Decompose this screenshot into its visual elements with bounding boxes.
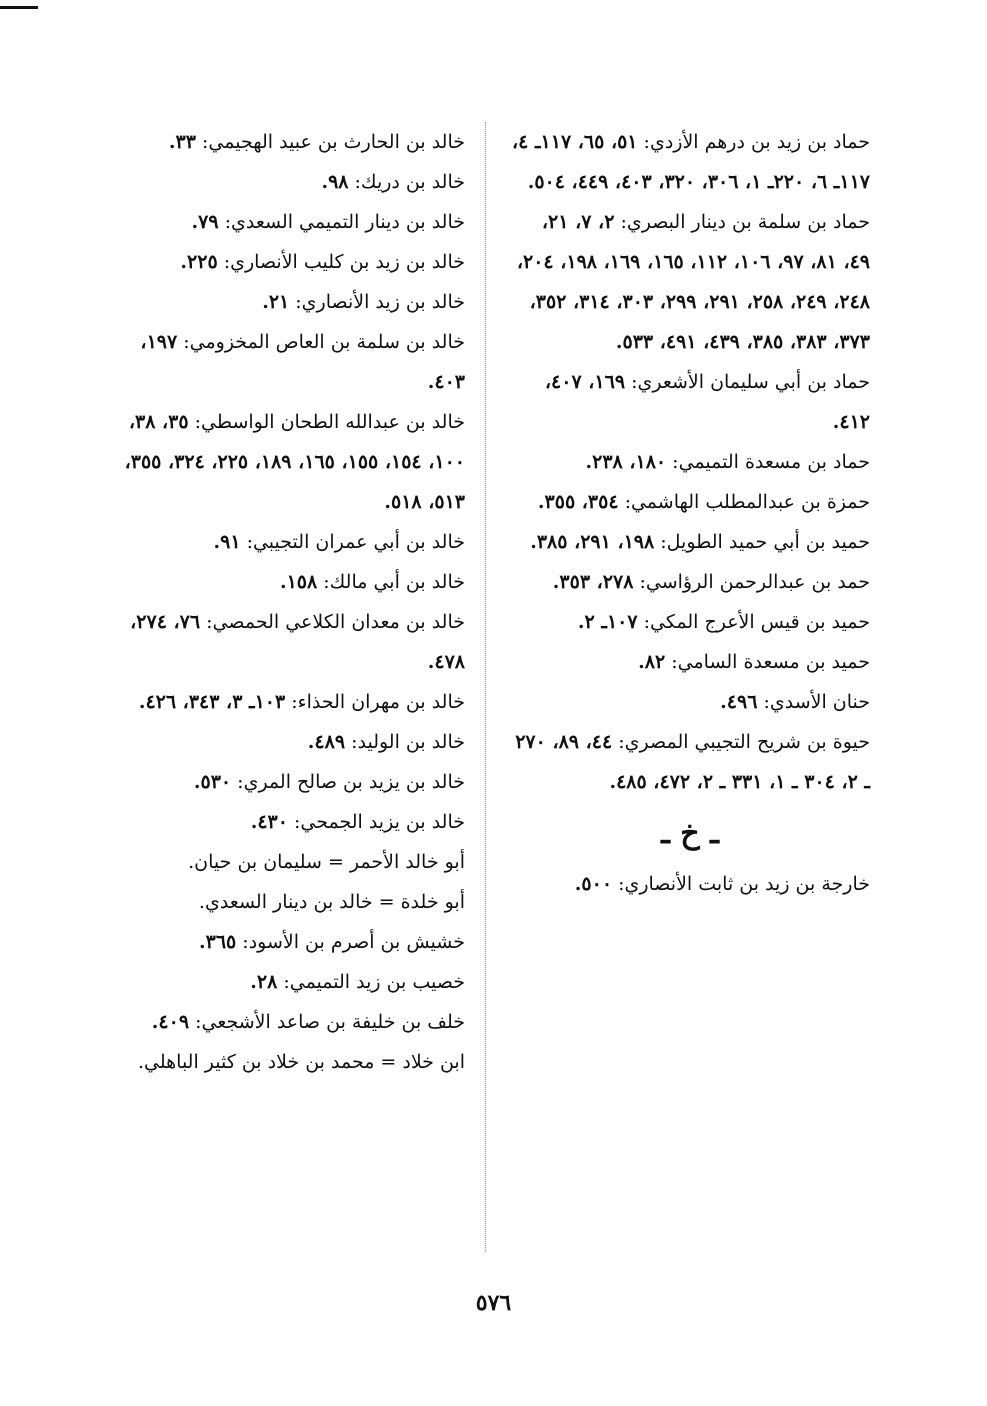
entry-pages: ٥١، ٦٥، ١١٧ـ ٤، ١١٧ـ ٦، ٢٢٠ـ ١، ٣٠٦، ٣٢٠، ٤٠٣، ٤٤٩، ٥٠٤. — [512, 131, 870, 193]
entry-name: حميد بن مسعدة السامي: — [665, 651, 870, 673]
entry-pages: ٢، ٧، ٢١، ٤٩، ٨١، ٩٧، ١٠٦، ١١٢، ١٦٥، ١٦٩، ١٩٨، ٢٠٤، ٢٤٨، ٢٤٩، ٢٥٨، ٢٩١، ٢٩٩، ٣٠٣، ٣١٤، ٣٥٢، ٣٧٣، ٣٨٣، ٣٨٥، ٤٣٩، ٤٩١، ٥٣٣. — [516, 211, 870, 353]
entry-name: خالد بن يزيد بن صالح المري: — [231, 771, 465, 793]
index-entry — [100, 122, 465, 162]
index-entry — [100, 602, 465, 682]
entry-pages: ٢٢٥. — [180, 251, 218, 273]
entry-name: حميد بن قيس الأعرج المكي: — [637, 611, 870, 633]
index-entry — [100, 722, 465, 762]
index-entry — [100, 1042, 465, 1082]
entry-name: حيوة بن شريح التجيبي المصري: — [612, 731, 870, 753]
entry-name: خالد بن دينار التميمي السعدي: — [218, 211, 465, 233]
index-entry — [100, 562, 465, 602]
scan-corner-mark — [0, 6, 38, 9]
index-entry — [510, 562, 870, 602]
entry-pages: ٤٤، ٨٩، ٢٧٠ ـ ٢، ٣٠٤ ـ ١، ٣٣١ ـ ٢، ٤٧٢، ٤٨٥. — [515, 731, 870, 793]
index-entry — [510, 202, 870, 362]
entry-name: ابن خلاد = محمد بن خلاد بن كثير الباهلي. — [137, 1051, 465, 1073]
index-entry — [510, 864, 870, 904]
entry-pages: ٧٦، ٢٧٤، ٤٧٨. — [130, 611, 465, 673]
page-number: ٥٧٦ — [475, 1290, 512, 1316]
entry-pages: ٢١. — [262, 291, 290, 313]
entry-name: خالد بن زيد بن كليب الأنصاري: — [217, 251, 465, 273]
entry-name: خالد بن سلمة بن العاص المخزومي: — [177, 331, 465, 353]
index-entry — [100, 1002, 465, 1042]
entry-name: خالد بن الوليد: — [345, 731, 465, 753]
entry-pages: ٣٣. — [168, 131, 196, 153]
entry-name: حماد بن مسعدة التميمي: — [666, 451, 870, 473]
entry-pages: ١٨٠، ٢٣٨. — [585, 451, 667, 473]
entry-name: خصيب بن زيد التميمي: — [277, 971, 465, 993]
entry-pages: ٢٨. — [250, 971, 278, 993]
right-entries-before — [510, 122, 870, 802]
entry-name: خالد بن أبي مالك: — [317, 571, 465, 593]
entry-name: خشيش بن أصرم بن الأسود: — [236, 931, 465, 953]
entry-name: حماد بن زيد بن درهم الأزدي: — [637, 131, 870, 153]
entry-pages: ٥٣٠. — [193, 771, 232, 793]
entry-pages: ٩٨. — [321, 171, 349, 193]
index-entry — [510, 682, 870, 722]
left-column — [100, 122, 465, 1082]
entry-pages: ١٩٨، ٢٩١، ٣٨٥. — [530, 531, 655, 553]
entry-pages: ٨٢. — [638, 651, 666, 673]
index-entry — [100, 842, 465, 882]
entry-pages: ٤٩٦. — [720, 691, 758, 713]
index-entry — [100, 882, 465, 922]
entry-name: حماد بن أبي سليمان الأشعري: — [625, 371, 870, 393]
index-entry — [510, 642, 870, 682]
index-entry — [100, 802, 465, 842]
entry-name: حميد بن أبي حميد الطويل: — [654, 531, 870, 553]
entry-pages: ٣٦٥. — [199, 931, 237, 953]
entry-name: خارجة بن زيد بن ثابت الأنصاري: — [612, 873, 870, 895]
entry-pages: ٩١. — [213, 531, 241, 553]
index-entry — [100, 682, 465, 722]
entry-name: حمزة بن عبدالمطلب الهاشمي: — [618, 491, 870, 513]
index-entry — [100, 322, 465, 402]
index-entry — [100, 522, 465, 562]
entry-pages: ١٠٧ـ ٢. — [577, 611, 638, 633]
entry-name: خالد بن يزيد الجمحي: — [287, 811, 465, 833]
index-entry — [100, 242, 465, 282]
index-entry — [100, 402, 465, 522]
entry-name: خالد بن زيد الأنصاري: — [289, 291, 465, 313]
entry-name: أبو خالد الأحمر = سليمان بن حيان. — [188, 851, 465, 873]
column-divider — [485, 122, 487, 1252]
entry-name: حماد بن سلمة بن دينار البصري: — [614, 211, 870, 233]
right-entries-after — [510, 864, 870, 904]
index-entry — [100, 162, 465, 202]
entry-name: خالد بن دريك: — [348, 171, 465, 193]
index-entry — [510, 602, 870, 642]
index-entry — [510, 722, 870, 802]
index-entry — [100, 202, 465, 242]
letter-heading-kha: ـ خ ـ — [661, 816, 719, 851]
right-column — [510, 122, 870, 904]
entry-name: خالد بن الحارث بن عبيد الهجيمي: — [195, 131, 465, 153]
entry-pages: ٧٩. — [191, 211, 219, 233]
entry-pages: ١٩٧، ٤٠٣. — [140, 331, 465, 393]
entry-name: خالد بن أبي عمران التجيبي: — [240, 531, 465, 553]
entry-pages: ٢٧٨، ٣٥٣. — [552, 571, 634, 593]
entry-pages: ٥٠٠. — [574, 873, 613, 895]
entry-name: خالد بن معدان الكلاعي الحمصي: — [200, 611, 465, 633]
entry-name: حنان الأسدي: — [757, 691, 870, 713]
entry-pages: ١٥٨. — [279, 571, 318, 593]
entry-pages: ٤٣٠. — [250, 811, 288, 833]
index-page — [100, 122, 870, 1282]
index-entry — [100, 922, 465, 962]
entry-name: خالد بن مهران الحذاء: — [285, 691, 465, 713]
entry-pages: ٤٠٩. — [151, 1011, 190, 1033]
entry-pages: ٣٥، ٣٨، ١٠٠، ١٥٤، ١٥٥، ١٦٥، ١٨٩، ٢٢٥، ٣٢٤، ٣٥٥، ٥١٣، ٥١٨. — [124, 411, 465, 513]
entry-name: خالد بن عبدالله الطحان الواسطي: — [188, 411, 465, 433]
entry-pages: ١٦٩، ٤٠٧، ٤١٢. — [544, 371, 870, 433]
index-entry — [510, 442, 870, 482]
index-entry — [100, 762, 465, 802]
index-entry — [510, 482, 870, 522]
index-entry — [100, 962, 465, 1002]
entry-pages: ١٠٣ـ ٣، ٣٤٣، ٤٢٦. — [138, 691, 286, 713]
index-entry — [510, 522, 870, 562]
entry-name: أبو خلدة = خالد بن دينار السعدي. — [198, 891, 465, 913]
index-entry — [100, 282, 465, 322]
index-entry — [510, 362, 870, 442]
entry-pages: ٣٥٤، ٣٥٥. — [537, 491, 619, 513]
index-entry — [510, 122, 870, 202]
entry-name: حمد بن عبدالرحمن الرؤاسي: — [633, 571, 870, 593]
entry-pages: ٤٨٩. — [307, 731, 346, 753]
entry-name: خلف بن خليفة بن صاعد الأشجعي: — [189, 1011, 465, 1033]
left-entries — [100, 122, 465, 1082]
